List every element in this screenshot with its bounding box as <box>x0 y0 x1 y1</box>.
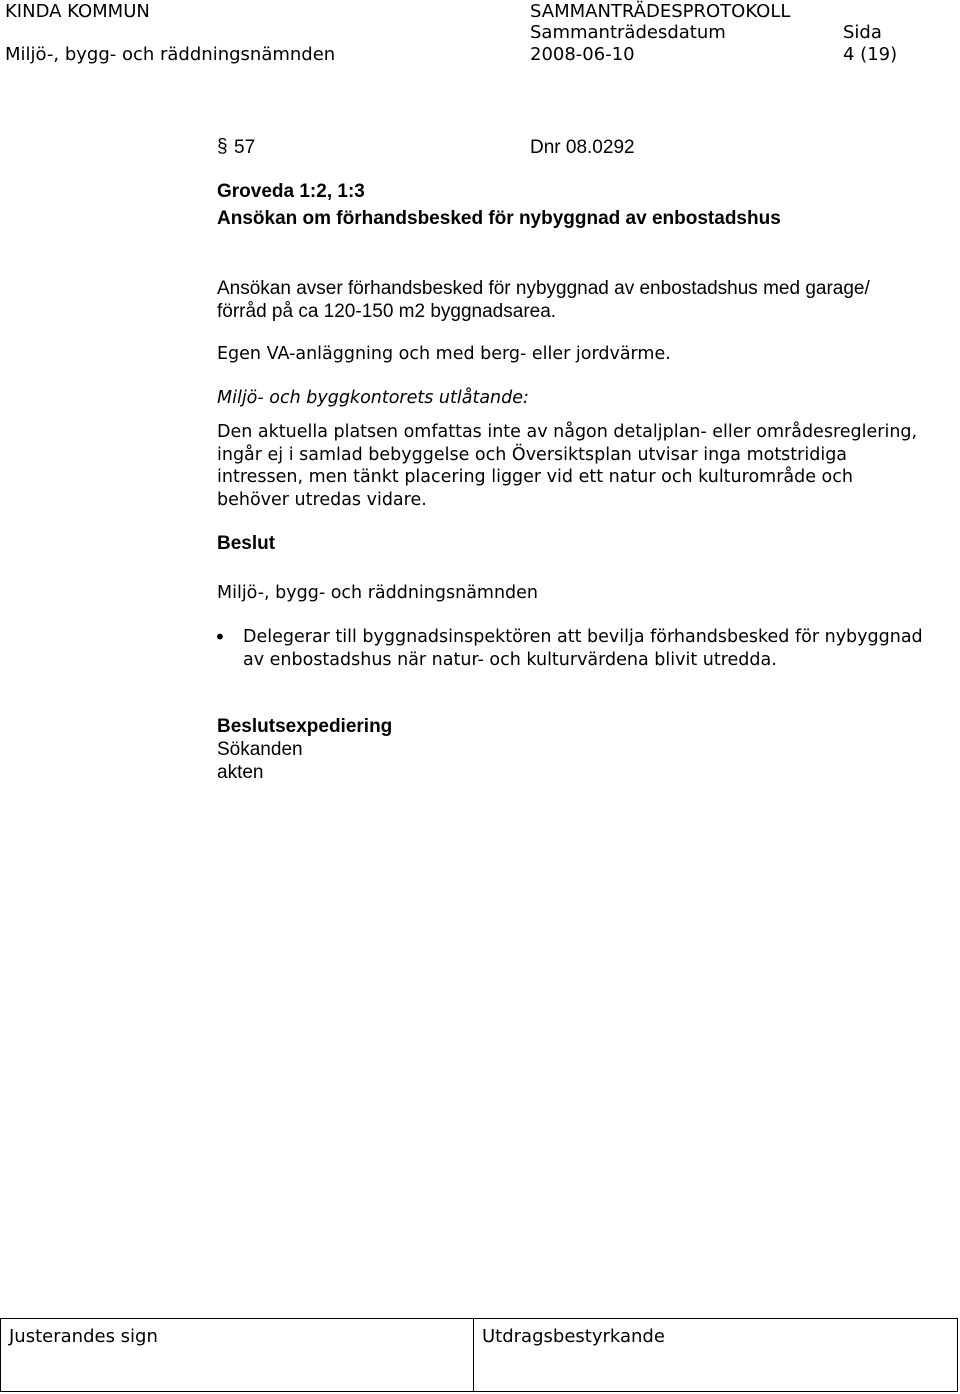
decision-body: Miljö-, bygg- och räddningsnämnden <box>217 583 539 603</box>
justification-sign-label: Justerandes sign <box>9 1326 158 1347</box>
statement-line: ingår ej i samlad bebyggelse och Översiktsplan utvisar inga motstridiga <box>217 444 848 465</box>
section-symbol: § <box>217 136 228 157</box>
decision-heading: Beslut <box>217 533 276 554</box>
page-number: 4 (19) <box>843 44 898 65</box>
meeting-date: 2008-06-10 <box>530 44 635 65</box>
document-type: SAMMANTRÄDESPROTOKOLL <box>530 1 791 22</box>
application-line: Ansökan avser förhandsbesked för nybyggnad av enbostadshus med garage/ <box>217 278 870 299</box>
decision-bullet <box>243 626 958 671</box>
page-label: Sida <box>843 22 882 43</box>
statement-line: behöver utredas vidare. <box>217 489 427 510</box>
signature-box <box>0 1318 958 1392</box>
item-title-subject: Ansökan om förhandsbesked för nybyggnad av enbostadshus <box>217 208 781 229</box>
distribution-recipient: Sökanden <box>217 739 303 760</box>
org-name: KINDA KOMMUN <box>5 1 150 22</box>
application-line: förråd på ca 120-150 m2 byggnadsarea. <box>217 301 557 322</box>
decision-bullet-line: Delegerar till byggnadsinspektören att bevilja förhandsbesked för nybyggnad <box>243 627 923 647</box>
committee-name: Miljö-, bygg- och räddningsnämnden <box>5 44 336 65</box>
statement-line: Den aktuella platsen omfattas inte av någon detaljplan- eller områdesreglering, <box>217 422 918 442</box>
bullet-icon: • <box>214 625 226 649</box>
decision-bullet-line: av enbostadshus när natur- och kulturvärdena blivit utredda. <box>243 649 777 670</box>
statement-line: intressen, men tänkt placering ligger vid ett natur och kulturområde och <box>217 467 853 487</box>
item-title-property: Groveda 1:2, 1:3 <box>217 181 365 202</box>
signature-divider <box>473 1319 474 1391</box>
statement-paragraph <box>217 421 957 511</box>
date-label: Sammanträdesdatum <box>530 22 726 43</box>
application-paragraph <box>217 277 957 323</box>
diary-number: Dnr 08.0292 <box>530 137 635 158</box>
statement-heading: Miljö- och byggkontorets utlåtande: <box>217 388 529 408</box>
extract-certification-label: Utdragsbestyrkande <box>482 1326 665 1347</box>
item-number: 57 <box>234 137 256 158</box>
distribution-heading: Beslutsexpediering <box>217 716 393 737</box>
distribution-recipient: akten <box>217 762 264 783</box>
va-paragraph: Egen VA-anläggning och med berg- eller jordvärme. <box>217 344 671 364</box>
